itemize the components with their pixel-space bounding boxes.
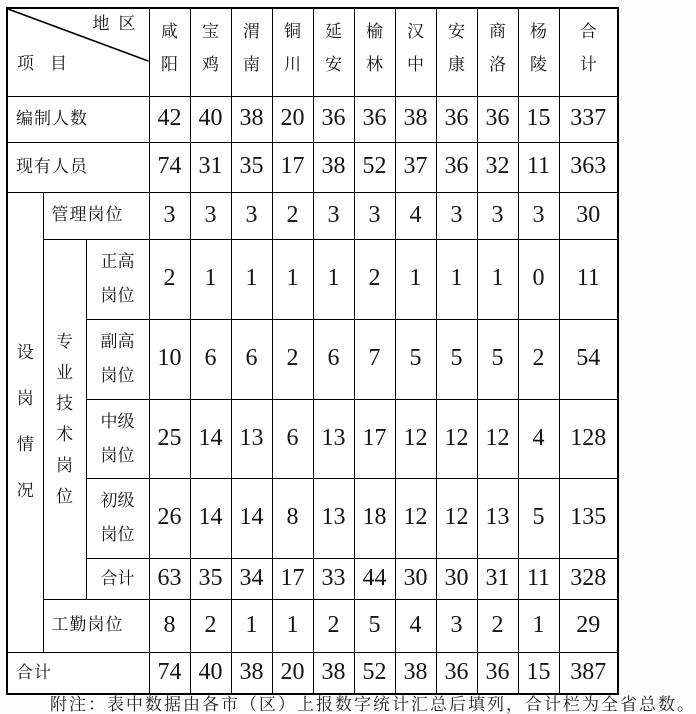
group-label-professional-posts [43,239,86,599]
data-cell: 5 [436,319,477,399]
data-cell: 1 [395,239,436,319]
data-cell: 1 [477,239,518,319]
data-cell: 17 [354,399,395,478]
data-cell: 37 [395,142,436,192]
sub-row-label: 中级岗位 [100,411,135,465]
sub-row-label: 副高岗位 [100,332,135,385]
data-cell: 6 [190,319,231,399]
region-header-xianyang [149,8,190,96]
data-cell: 15 [518,652,559,694]
data-cell: 12 [395,399,436,478]
data-cell: 3 [436,192,477,239]
data-cell: 38 [231,96,272,142]
row-total-cell: 135 [559,478,618,558]
data-cell: 25 [149,399,190,478]
region-header-label: 延安 [324,22,342,74]
data-cell: 11 [518,142,559,192]
data-cell: 31 [190,142,231,192]
row-total-cell: 54 [559,319,618,399]
data-cell: 36 [436,652,477,694]
row-label-intermediate-posts [86,399,149,478]
data-cell: 3 [313,192,354,239]
data-cell: 2 [313,599,354,652]
data-cell: 3 [231,192,272,239]
data-cell: 0 [518,239,559,319]
row-label-junior-posts [86,478,149,558]
row-total-cell: 128 [559,399,618,478]
table-row [7,652,618,694]
data-cell: 5 [354,599,395,652]
data-cell: 26 [149,478,190,558]
data-cell: 38 [313,652,354,694]
table-row [7,478,618,558]
data-cell: 4 [395,192,436,239]
sub-row-label: 正高岗位 [100,252,135,305]
table-row [7,399,618,478]
data-cell: 38 [231,652,272,694]
data-cell: 2 [272,192,313,239]
row-total-cell: 363 [559,142,618,192]
row-total-cell: 29 [559,599,618,652]
data-cell: 42 [149,96,190,142]
data-cell: 12 [477,399,518,478]
table-row [7,96,618,142]
data-cell: 40 [190,652,231,694]
region-header-label: 咸阳 [160,22,178,74]
data-cell: 36 [436,142,477,192]
data-cell: 36 [436,96,477,142]
data-cell: 5 [518,478,559,558]
row-total-cell: 11 [559,239,618,319]
region-header-yangling [518,8,559,96]
data-cell: 14 [190,399,231,478]
data-cell: 13 [231,399,272,478]
data-cell: 1 [190,239,231,319]
data-cell: 35 [231,142,272,192]
data-cell: 38 [313,142,354,192]
data-cell: 1 [272,239,313,319]
data-cell: 1 [313,239,354,319]
region-header-ankang [436,8,477,96]
row-label-management-posts: 管理岗位 [43,192,149,239]
region-header-label: 渭南 [242,22,260,74]
data-cell: 63 [149,558,190,599]
table-row [7,319,618,399]
data-cell: 36 [477,96,518,142]
data-cell: 14 [231,478,272,558]
data-cell: 52 [354,142,395,192]
region-header-baoji [190,8,231,96]
data-cell: 1 [231,599,272,652]
data-cell: 40 [190,96,231,142]
data-cell: 38 [395,652,436,694]
data-cell: 5 [395,319,436,399]
region-header-label: 铜川 [283,22,301,74]
row-total-cell: 328 [559,558,618,599]
data-cell: 11 [518,558,559,599]
data-cell: 8 [149,599,190,652]
data-cell: 33 [313,558,354,599]
data-cell: 3 [436,599,477,652]
data-cell: 32 [477,142,518,192]
data-cell: 20 [272,652,313,694]
data-cell: 52 [354,652,395,694]
data-cell: 2 [149,239,190,319]
row-label-grand-total: 合计 [7,652,149,694]
corner-region-label: 地区 [92,14,145,33]
table-row [7,142,618,192]
region-header-tongchuan [272,8,313,96]
data-cell: 1 [518,599,559,652]
data-cell: 17 [272,142,313,192]
row-total-cell: 30 [559,192,618,239]
clipped-footnote-text: 附注：表中数据由各市（区）上报数字统计汇总后填列，合计栏为全省总数。 [50,695,696,714]
corner-header-cell [7,8,149,96]
data-cell: 14 [190,478,231,558]
data-cell: 7 [354,319,395,399]
row-total-cell: 387 [559,652,618,694]
data-cell: 6 [272,399,313,478]
total-header-label: 合计 [579,22,597,74]
data-cell: 13 [477,478,518,558]
data-cell: 13 [313,399,354,478]
row-label-professional-subtotal [86,558,149,599]
data-cell: 2 [272,319,313,399]
row-label-logistics-posts: 工勤岗位 [43,599,149,652]
vertical-group-label: 专业技术岗位 [55,332,73,506]
data-cell: 6 [231,319,272,399]
region-header-shangluo [477,8,518,96]
data-cell: 1 [436,239,477,319]
data-cell: 3 [518,192,559,239]
row-label-deputy-senior-posts [86,319,149,399]
row-label-senior-posts [86,239,149,319]
table-row [7,599,618,652]
data-cell: 38 [395,96,436,142]
data-cell: 2 [354,239,395,319]
region-header-yulin [354,8,395,96]
data-cell: 44 [354,558,395,599]
data-cell: 36 [354,96,395,142]
row-label-current-staff: 现有人员 [7,142,149,192]
data-cell: 3 [149,192,190,239]
data-cell: 6 [313,319,354,399]
data-cell: 20 [272,96,313,142]
sub-row-label: 合计 [100,568,135,588]
data-cell: 10 [149,319,190,399]
data-cell: 5 [477,319,518,399]
data-cell: 3 [354,192,395,239]
region-header-weinan [231,8,272,96]
data-cell: 2 [190,599,231,652]
data-cell: 36 [477,652,518,694]
data-cell: 8 [272,478,313,558]
data-cell: 35 [190,558,231,599]
post-setting-table [6,7,619,695]
corner-item-label: 项目 [17,54,83,73]
sub-row-label: 初级岗位 [100,491,135,544]
data-cell: 15 [518,96,559,142]
row-total-cell: 337 [559,96,618,142]
data-cell: 74 [149,142,190,192]
region-header-label: 杨陵 [529,22,547,74]
table-row [7,239,618,319]
data-cell: 4 [518,399,559,478]
region-header-yanan [313,8,354,96]
total-column-header [559,8,618,96]
region-header-label: 榆林 [365,22,383,74]
vertical-group-label: 设岗情况 [16,343,34,500]
table-row [7,558,618,599]
data-cell: 31 [477,558,518,599]
region-header-label: 商洛 [488,22,506,74]
data-cell: 4 [395,599,436,652]
row-label-authorized-staff: 编制人数 [7,96,149,142]
data-cell: 17 [272,558,313,599]
table-row [7,192,618,239]
data-cell: 13 [313,478,354,558]
region-header-label: 汉中 [406,22,424,74]
data-cell: 34 [231,558,272,599]
data-cell: 3 [190,192,231,239]
data-cell: 18 [354,478,395,558]
group-label-post-setting [7,192,43,652]
data-cell: 30 [436,558,477,599]
data-cell: 36 [313,96,354,142]
data-cell: 30 [395,558,436,599]
data-cell: 74 [149,652,190,694]
region-header-hanzhong [395,8,436,96]
data-cell: 1 [272,599,313,652]
data-cell: 3 [477,192,518,239]
data-cell: 12 [436,478,477,558]
region-header-label: 宝鸡 [201,22,219,74]
region-header-label: 安康 [447,22,465,74]
data-cell: 2 [518,319,559,399]
data-cell: 2 [477,599,518,652]
data-cell: 1 [231,239,272,319]
data-cell: 12 [436,399,477,478]
data-cell: 12 [395,478,436,558]
